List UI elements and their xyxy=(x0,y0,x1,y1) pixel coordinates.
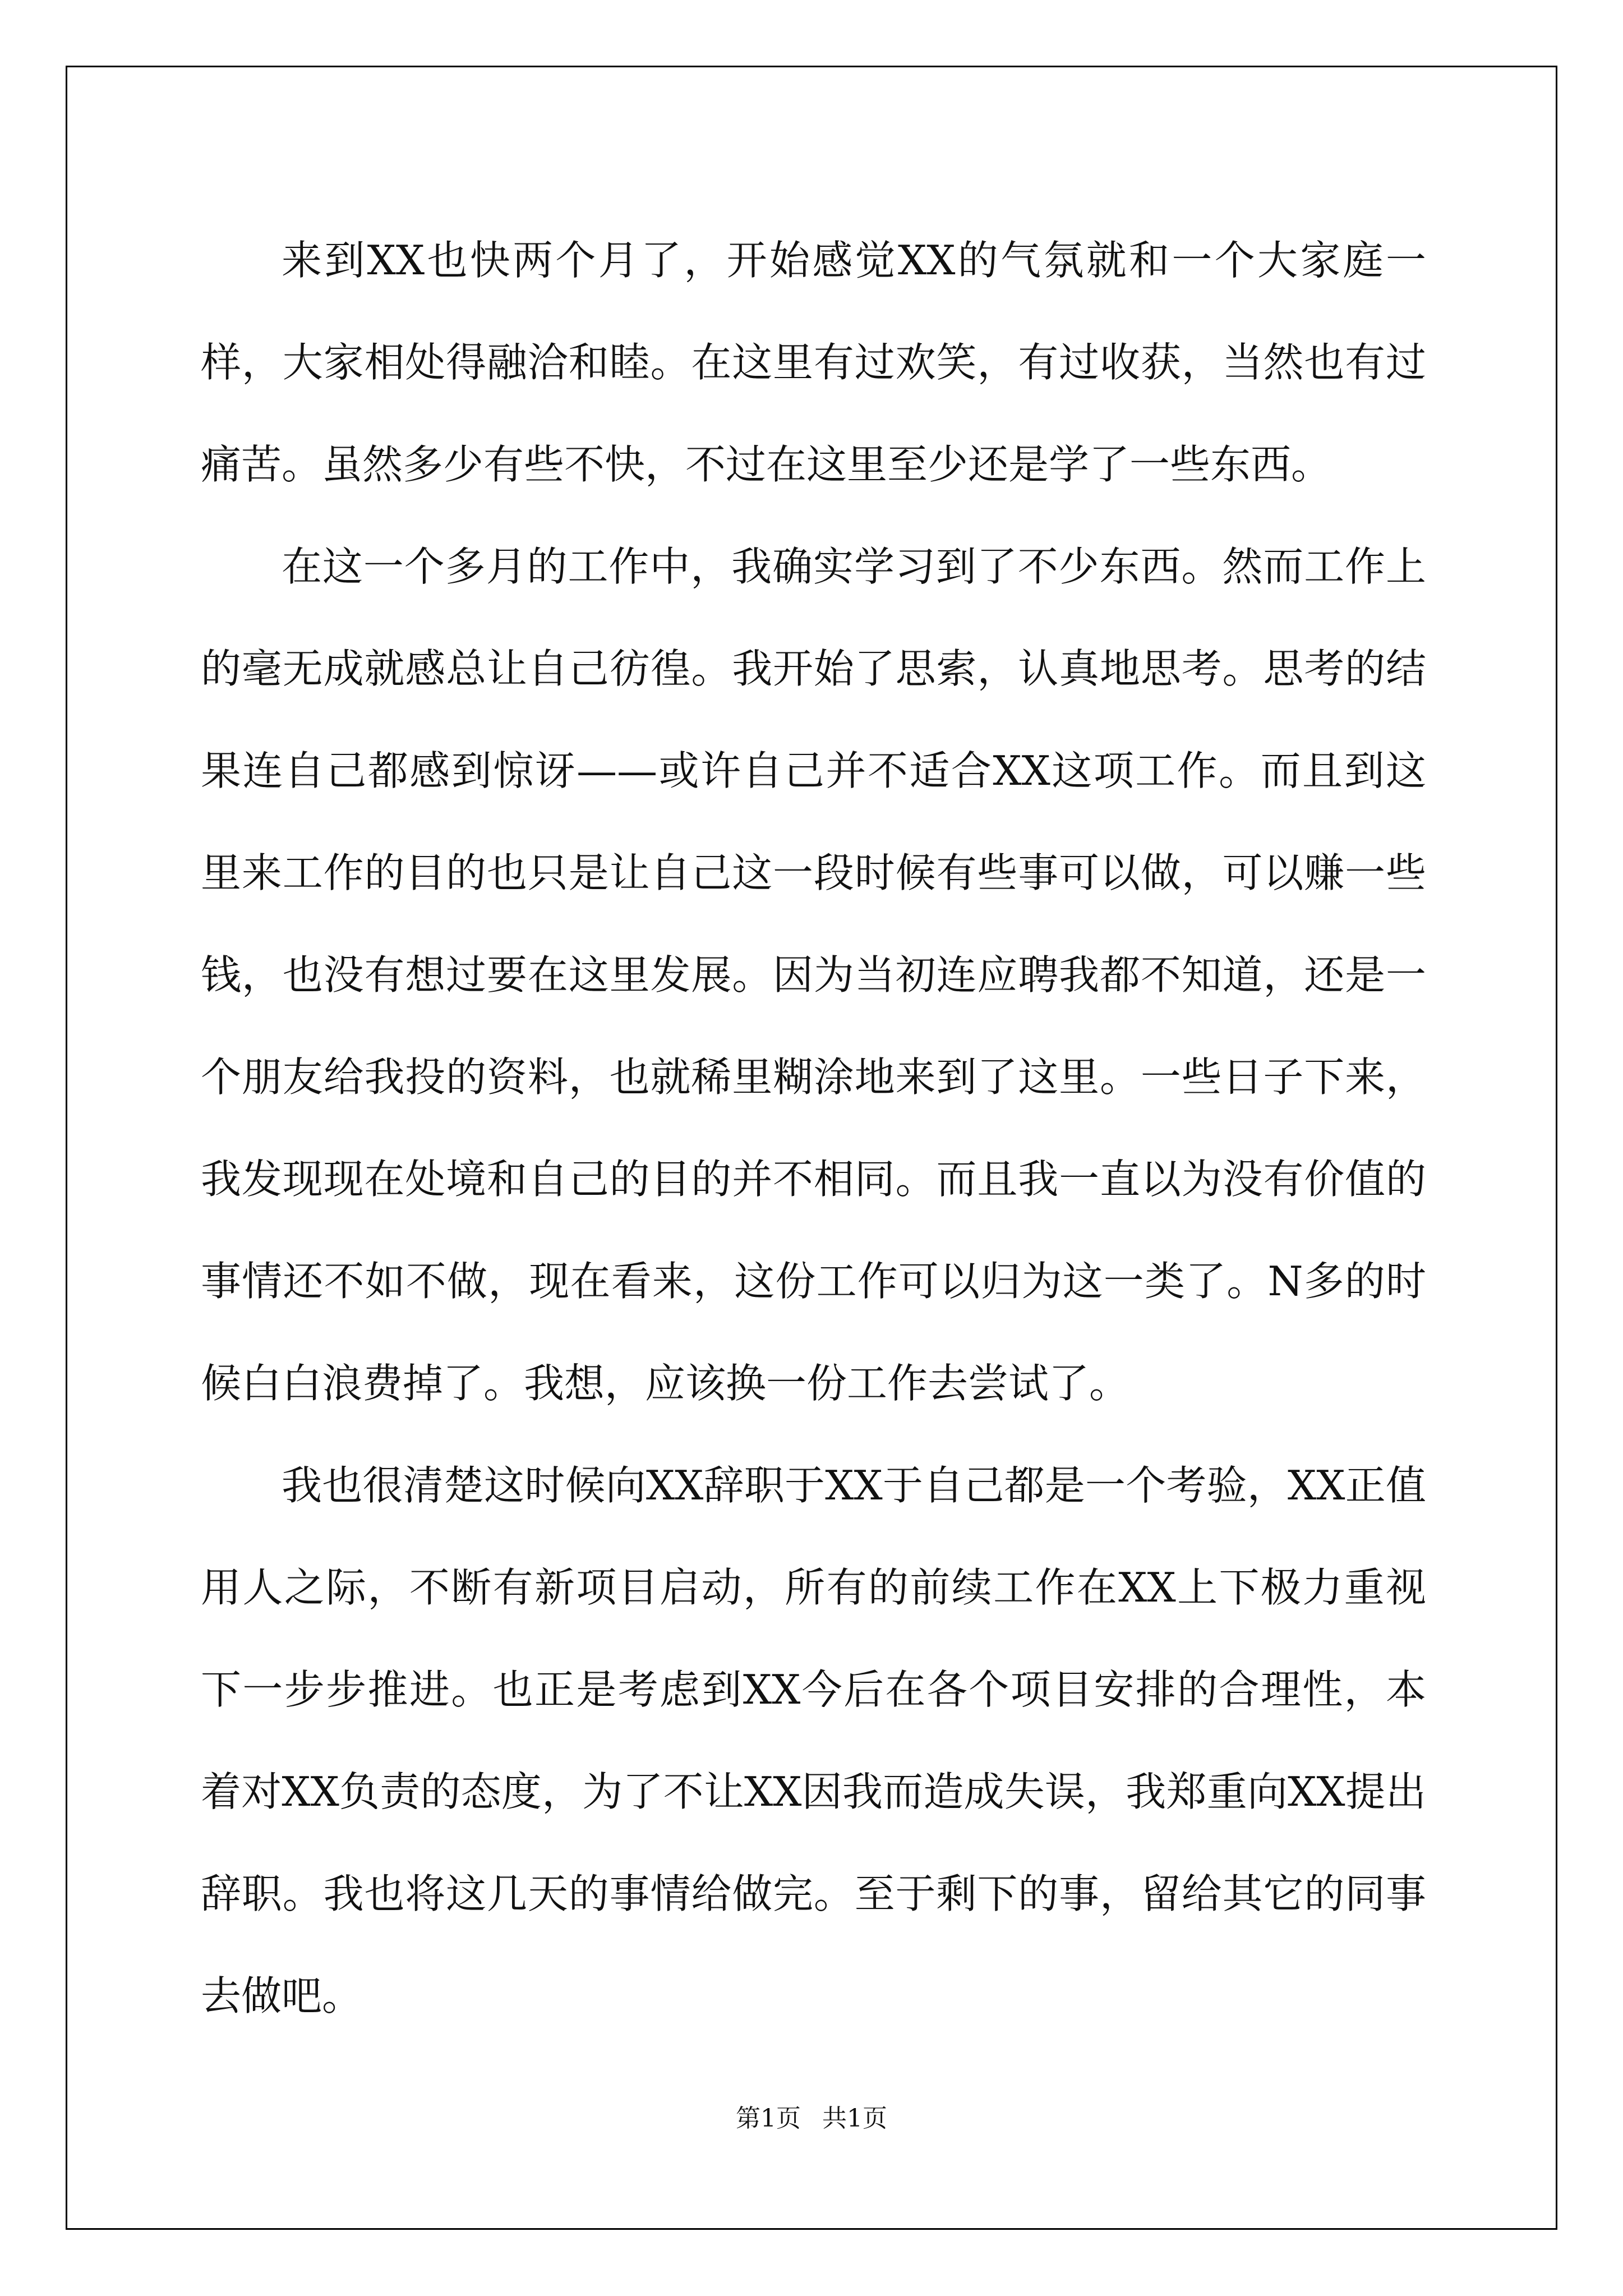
page-number-total: 共1页 xyxy=(822,2104,887,2133)
paragraph-1: 来到XX也快两个月了，开始感觉XX的气氛就和一个大家庭一样，大家相处得融洽和睦。在这里有过欢笑，有过收获，当然也有过痛苦。虽然多少有些不快，不过在这里至少还是学了一些东西。 xyxy=(201,237,1426,488)
paragraph-3: 我也很清楚这时候向XX辞职于XX于自己都是一个考验，XX正值用人之际，不断有新项目启动，所有的前续工作在XX上下极力重视下一步步推进。也正是考虑到XX今后在各个项目安排的合理性，本着对XX负责的态度，为了不让XX因我而造成失误，我郑重向XX提出辞职。我也将这几天的事情给做完。至于剩下的事，留给其它的同事去做吧。 xyxy=(201,1462,1426,2019)
page-number-current: 第1页 xyxy=(736,2104,801,2133)
document-body xyxy=(201,209,1426,2047)
paragraph-2: 在这一个多月的工作中，我确实学习到了不少东西。然而工作上的毫无成就感总让自己彷徨。我开始了思索，认真地思考。思考的结果连自己都感到惊讶——或许自己并不适合XX这项工作。而且到这里来工作的目的也只是让自己这一段时候有些事可以做，可以赚一些钱，也没有想过要在这里发展。因为当初连应聘我都不知道，还是一个朋友给我投的资料，也就稀里糊涂地来到了这里。一些日子下来，我发现现在处境和自己的目的并不相同。而且我一直以为没有价值的事情还不如不做，现在看来，这份工作可以归为这一类了。N多的时候白白浪费掉了。我想，应该换一份工作去尝试了。 xyxy=(201,543,1426,1407)
page-footer xyxy=(0,2098,1623,2134)
